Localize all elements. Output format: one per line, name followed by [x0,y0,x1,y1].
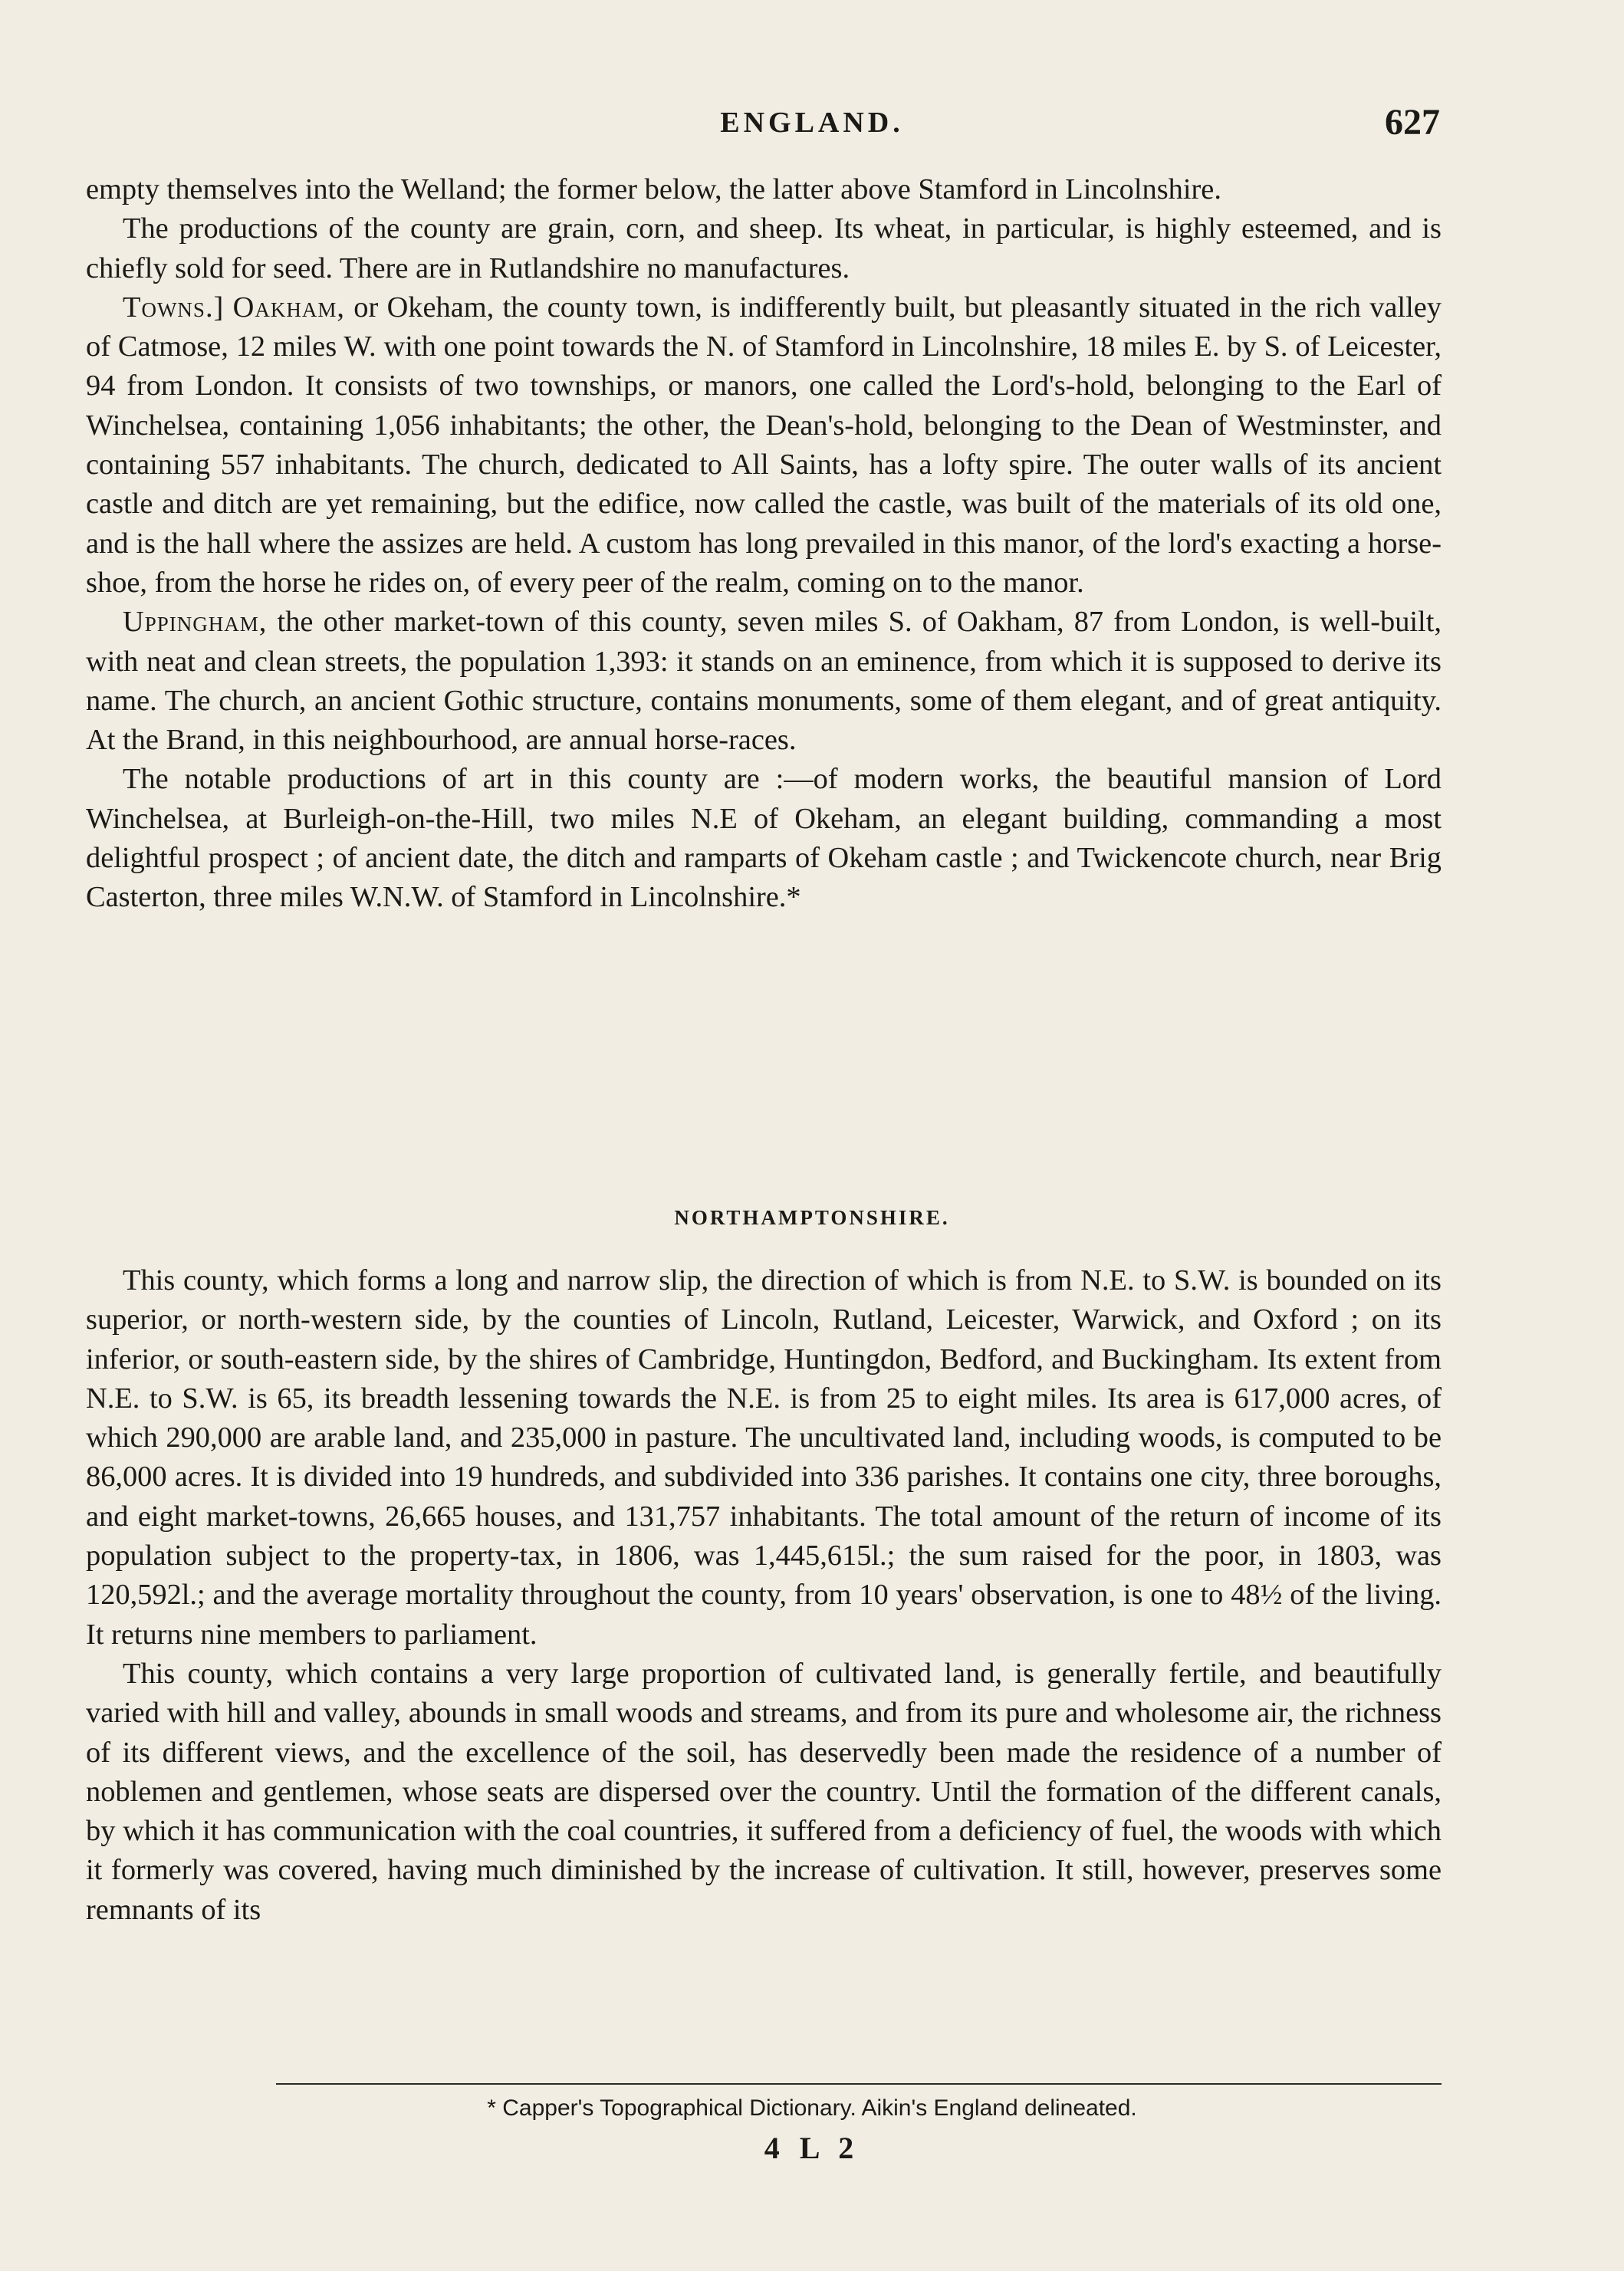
paragraph-continuation: empty themselves into the Welland; the former below, the latter above Stamford in Lincolnshire. [86,173,1221,205]
paragraph-uppingham [86,603,1442,760]
paragraph-towns-oakham [86,288,1442,603]
footnote: * Capper's Topographical Dictionary. Aikin's England delineated. [487,2095,1137,2121]
page-header [0,102,1624,152]
uppingham-name: Uppingham, [123,606,268,639]
mortality-fraction: ½ [1260,1579,1283,1612]
section-heading-northamptonshire: NORTHAMPTONSHIRE. [674,1206,950,1229]
paragraph-character: This county, which contains a very large proportion of cultivated land, is generally fertile, and beautifully varied with hill and valley, abounds in small woods and streams, and from its pure and wholesome air, the richness of its different views, and the excellence of the soil, has deservedly been made the residence of a number of noblemen and gentlemen, whose seats are dispersed over the country. Until the formation of the different canals, by which it has communication with the coal countries, it suffered from a deficiency of fuel, the woods with which it formerly was covered, having much diminished by the increase of cultivation. It still, however, preserves some remnants of its [86,1657,1442,1926]
paragraph-productions: The productions of the county are grain, corn, and sheep. Its wheat, in particular, is highly esteemed, and is chiefly sold for seed. There are in Rutlandshire no manufactures. [86,212,1442,284]
paragraph-description [86,1261,1442,1655]
oakham-name: Oakham, [232,291,345,324]
running-title: ENGLAND. [720,107,904,139]
signature-mark: 4 L 2 [764,2131,860,2165]
uppingham-text: the other market-town of this county, seven miles S. of Oakham, 87 from London, is well-built, with neat and clean streets, the population 1,393: it stands on an eminence, from which it is supposed to derive its name. The church, an ancient Gothic structure, contains monuments, some of them elegant, and of great antiquity. At the Brand, in this neighbourhood, are annual horse-races. [86,606,1442,757]
northamptonshire-section [86,1261,1442,1930]
description-text-end: of the living. It returns nine members to parliament. [86,1579,1442,1651]
towns-heading: Towns.] [123,291,225,324]
oakham-text: or Okeham, the county town, is indifferently built, but pleasantly situated in the rich valley of Catmose, 12 miles W. with one point towards the N. of Stamford in Lincolnshire, 18 miles E. by S. of Leicester, 94 from London. It consists of two townships, or manors, one called the Lord's-hold, belonging to the Earl of Winchelsea, containing 1,056 inhabitants; the other, the Dean's-hold, belonging to the Dean of Westminster, and containing 557 inhabitants. The church, dedicated to All Saints, has a lofty spire. The outer walls of its ancient castle and ditch are yet remaining, but the edifice, now called the castle, was built of the materials of its old one, and is the hall where the assizes are held. A custom has long prevailed in this manor, of the lord's exacting a horse-shoe, from the horse he rides on, of every peer of the realm, coming on to the manor. [86,291,1442,599]
rutland-section [86,170,1442,918]
paragraph-art-productions: The notable productions of art in this county are :—of modern works, the beautiful mansion of Lord Winchelsea, at Burleigh-on-the-Hill, two miles N.E of Okeham, an elegant building, commanding a most delightful prospect ; of ancient date, the ditch and ramparts of Okeham castle ; and Twickencote church, near Brig Casterton, three miles W.N.W. of Stamford in Lincolnshire.* [86,763,1442,914]
page-number: 627 [1385,102,1440,143]
description-text: This county, which forms a long and narrow slip, the direction of which is from N.E. to S.W. is bounded on its superior, or north-western side, by the counties of Lincoln, Rutland, Leicester, Warwick, and Oxford ; on its inferior, or south-eastern side, by the shires of Cambridge, Huntingdon, Bedford, and Buckingham. Its extent from N.E. to S.W. is 65, its breadth lessening towards the N.E. is from 25 to eight miles. Its area is 617,000 acres, of which 290,000 are arable land, and 235,000 in pasture. The uncultivated land, including woods, is computed to be 86,000 acres. It is divided into 19 hundreds, and subdivided into 336 parishes. It contains one city, three boroughs, and eight market-towns, 26,665 houses, and 131,757 inhabitants. The total amount of the return of income of its population subject to the property-tax, in 1806, was 1,445,615l.; the sum raised for the poor, in 1803, was 120,592l.; and the average mortality throughout the county, from 10 years' observation, is one to 48 [86,1264,1442,1612]
footnote-rule [276,2083,1442,2085]
